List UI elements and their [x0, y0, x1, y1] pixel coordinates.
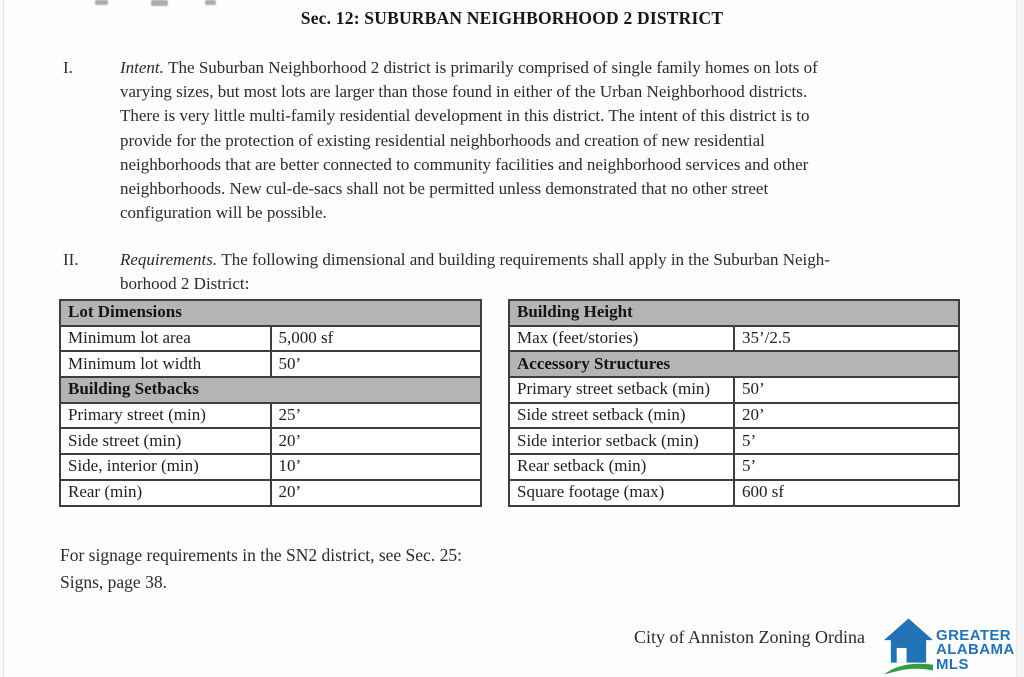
table-value-cell: 5’	[734, 428, 959, 454]
table-label-cell: Primary street setback (min)	[509, 377, 734, 403]
table-label-cell: Side interior setback (min)	[509, 428, 734, 454]
mls-logo	[884, 617, 1015, 675]
cropped-text-artifact	[205, 0, 216, 5]
paragraph-text: The Suburban Neighborhood 2 district is primarily comprised of single family homes on lots of	[168, 58, 818, 77]
mls-wordmark-line: GREATER	[936, 626, 1012, 644]
paragraph-line: neighborhoods that are better connected to community facilities and neighborhood services and other	[120, 154, 809, 174]
table-row	[509, 403, 959, 429]
table-row	[509, 377, 959, 403]
table-label-cell: Max (feet/stories)	[509, 326, 734, 352]
footer-text: City of Anniston Zoning Ordina	[634, 627, 865, 647]
cropped-text-artifact	[95, 0, 108, 5]
table-header-row	[509, 351, 959, 377]
table-label-cell: Side street setback (min)	[509, 403, 734, 429]
section-intent	[63, 56, 943, 225]
mls-wordmark-line: ALABAMA	[936, 641, 1015, 658]
section-intent-numeral: I.	[63, 58, 73, 77]
table-header-cell: Building Height	[509, 300, 959, 326]
paragraph-line	[120, 56, 943, 80]
table-row	[60, 428, 481, 454]
paragraph-line: borhood 2 District:	[120, 274, 250, 294]
paragraph-line	[120, 248, 943, 272]
section-requirements-paragraph	[120, 248, 943, 296]
table-header-row	[60, 300, 481, 326]
paragraph-line: varying sizes, but most lots are larger than those found in either of the Urban Neighborhood districts.	[120, 82, 808, 102]
table-label-cell: Square footage (max)	[509, 480, 734, 506]
table-row	[509, 454, 959, 480]
table-value-cell: 35’/2.5	[734, 326, 959, 352]
building-height-table	[508, 299, 960, 507]
table-value-cell: 25’	[271, 403, 482, 429]
table-row	[60, 351, 481, 377]
page-title: Sec. 12: SUBURBAN NEIGHBORHOOD 2 DISTRICT	[300, 8, 724, 28]
signage-note-line: For signage requirements in the SN2 district, see Sec. 25:	[60, 545, 462, 565]
paragraph-line: provide for the protection of existing residential neighborhoods and creation of new residential	[120, 130, 765, 150]
table-row	[60, 454, 481, 480]
table-header-row	[60, 377, 481, 403]
table-header-cell: Accessory Structures	[509, 351, 959, 377]
table-value-cell: 50’	[734, 377, 959, 403]
table-value-cell: 10’	[271, 454, 482, 480]
table-value-cell: 5,000 sf	[271, 326, 482, 352]
table-header-row	[509, 300, 959, 326]
lot-dimensions-table	[59, 299, 482, 507]
signage-note-line: Signs, page 38.	[60, 572, 167, 592]
table-label-cell: Side, interior (min)	[60, 454, 271, 480]
signage-note	[60, 542, 462, 596]
mls-wordmark	[936, 626, 1015, 676]
paragraph-line: neighborhoods. New cul-de-sacs shall not be permitted unless demonstrated that no other street	[120, 179, 769, 199]
table-header-cell: Lot Dimensions	[60, 300, 481, 326]
cropped-text-artifact	[151, 0, 168, 6]
paragraph-line: There is very little multi-family residential development in this district. The intent of this district is to	[120, 106, 810, 126]
section-requirements	[63, 248, 943, 296]
section-intent-paragraph	[120, 56, 943, 225]
scan-edge-left	[3, 0, 4, 677]
table-label-cell: Side street (min)	[60, 428, 271, 454]
scan-edge-right	[1016, 0, 1024, 677]
table-value-cell: 600 sf	[734, 480, 959, 506]
table-row	[509, 480, 959, 506]
table-value-cell: 20’	[271, 480, 482, 506]
table-row	[60, 326, 481, 352]
table-row	[60, 480, 481, 506]
table-label-cell: Rear (min)	[60, 480, 271, 506]
paragraph-text: The following dimensional and building requirements shall apply in the Suburban Neigh-	[221, 250, 830, 269]
mls-wordmark-line: MLS	[936, 655, 969, 673]
table-value-cell: 5’	[734, 454, 959, 480]
intent-lead: Intent.	[120, 58, 164, 77]
table-label-cell: Minimum lot width	[60, 351, 271, 377]
table-value-cell: 50’	[271, 351, 482, 377]
table-label-cell: Minimum lot area	[60, 326, 271, 352]
table-row	[509, 326, 959, 352]
table-value-cell: 20’	[271, 428, 482, 454]
house-icon	[884, 617, 933, 675]
table-label-cell: Rear setback (min)	[509, 454, 734, 480]
table-value-cell: 20’	[734, 403, 959, 429]
table-row	[509, 428, 959, 454]
paragraph-line: configuration will be possible.	[120, 203, 327, 223]
requirements-lead: Requirements.	[120, 250, 218, 269]
table-row	[60, 403, 481, 429]
table-label-cell: Primary street (min)	[60, 403, 271, 429]
table-header-cell: Building Setbacks	[60, 377, 481, 403]
section-requirements-numeral: II.	[63, 250, 79, 269]
